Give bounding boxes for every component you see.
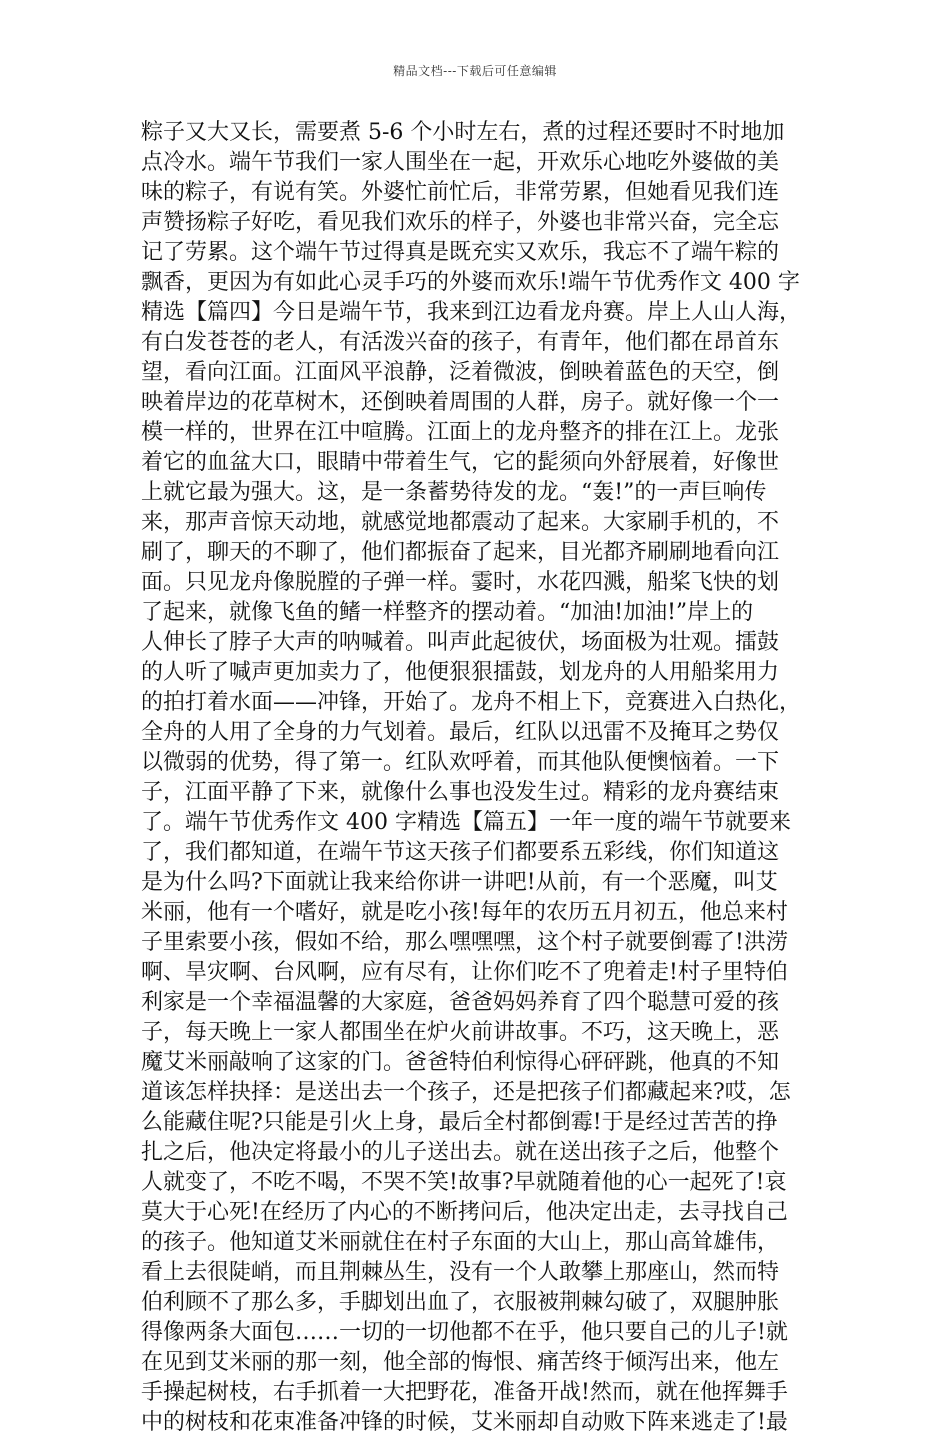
text-line: 记了劳累。这个端午节过得真是既充实又欢乐，我忘不了端午粽的 bbox=[141, 240, 780, 265]
text-line: 精选【篇四】今日是端午节，我来到江边看龙舟赛。岸上人山人海， bbox=[141, 300, 802, 325]
text-line: 子，江面平静了下来，就像什么事也没发生过。精彩的龙舟赛结束 bbox=[141, 780, 780, 805]
text-line: 啊、旱灾啊、台风啊，应有尽有，让你们吃不了兜着走!村子里特伯 bbox=[141, 960, 788, 985]
text-line: 上就它最为强大。这，是一条蓄势待发的龙。“轰!”的一声巨响传 bbox=[141, 480, 767, 505]
text-line: 子里索要小孩，假如不给，那么嘿嘿嘿，这个村子就要倒霉了!洪涝 bbox=[141, 930, 788, 955]
text-line: 利家是一个幸福温馨的大家庭，爸爸妈妈养育了四个聪慧可爱的孩 bbox=[141, 990, 780, 1015]
text-line: 全舟的人用了全身的力气划着。最后，红队以迅雷不及掩耳之势仅 bbox=[141, 720, 780, 745]
text-line: 是为什么吗?下面就让我来给你讲一讲吧!从前，有一个恶魔，叫艾 bbox=[141, 870, 778, 895]
text-line: 得像两条大面包……一切的一切他都不在乎，他只要自己的儿子!就 bbox=[141, 1320, 788, 1345]
text-line: 刷了，聊天的不聊了，他们都振奋了起来，目光都齐刷刷地看向江 bbox=[141, 540, 780, 565]
page-header: 精品文档---下载后可任意编辑 bbox=[393, 64, 557, 78]
text-line: 的孩子。他知道艾米丽就住在村子东面的大山上，那山高耸雄伟， bbox=[141, 1230, 780, 1255]
text-line: 人伸长了脖子大声的呐喊着。叫声此起彼伏，场面极为壮观。擂鼓 bbox=[141, 630, 780, 655]
text-line: 的拍打着水面——冲锋，开始了。龙舟不相上下，竞赛进入白热化， bbox=[141, 690, 802, 715]
text-line: 了。端午节优秀作文 400 字精选【篇五】一年一度的端午节就要来 bbox=[141, 810, 791, 835]
text-line: 么能藏住呢?只能是引火上身，最后全村都倒霉!于是经过苦苦的挣 bbox=[141, 1110, 778, 1135]
article-body bbox=[141, 118, 821, 1438]
text-line: 飘香，更因为有如此心灵手巧的外婆而欢乐!端午节优秀作文 400 字 bbox=[141, 270, 800, 295]
text-line: 点冷水。端午节我们一家人围坐在一起，开欢乐心地吃外婆做的美 bbox=[141, 150, 780, 175]
text-line: 面。只见龙舟像脱膛的子弹一样。霎时，水花四溅，船桨飞快的划 bbox=[141, 570, 780, 595]
text-line: 扎之后，他决定将最小的儿子送出去。就在送出孩子之后，他整个 bbox=[141, 1140, 780, 1165]
text-line: 莫大于心死!在经历了内心的不断拷问后，他决定出走，去寻找自己 bbox=[141, 1200, 788, 1225]
text-line: 模一样的，世界在江中喧腾。江面上的龙舟整齐的排在江上。龙张 bbox=[141, 420, 780, 445]
text-line: 粽子又大又长，需要煮 5-6 个小时左右，煮的过程还要时不时地加 bbox=[141, 120, 785, 145]
text-line: 有白发苍苍的老人，有活泼兴奋的孩子，有青年，他们都在昂首东 bbox=[141, 330, 780, 355]
text-line: 了，我们都知道，在端午节这天孩子们都要系五彩线，你们知道这 bbox=[141, 840, 780, 865]
text-line: 着它的血盆大口，眼睛中带着生气，它的髭须向外舒展着，好像世 bbox=[141, 450, 780, 475]
text-line: 映着岸边的花草树木，还倒映着周围的人群，房子。就好像一个一 bbox=[141, 390, 780, 415]
text-line: 伯利顾不了那么多，手脚划出血了，衣服被荆棘勾破了，双腿肿胀 bbox=[141, 1290, 780, 1315]
text-line: 在见到艾米丽的那一刻，他全部的悔恨、痛苦终于倾泻出来，他左 bbox=[141, 1350, 780, 1375]
text-line: 的人听了喊声更加卖力了，他便狠狠擂鼓，划龙舟的人用船桨用力 bbox=[141, 660, 780, 685]
text-line: 以微弱的优势，得了第一。红队欢呼着，而其他队便懊恼着。一下 bbox=[141, 750, 780, 775]
text-line: 米丽，他有一个嗜好，就是吃小孩!每年的农历五月初五，他总来村 bbox=[141, 900, 788, 925]
text-line: 道该怎样抉择：是送出去一个孩子，还是把孩子们都藏起来?哎，怎 bbox=[141, 1080, 791, 1105]
text-line: 望，看向江面。江面风平浪静，泛着微波，倒映着蓝色的天空，倒 bbox=[141, 360, 780, 385]
text-line: 了起来，就像飞鱼的鳍一样整齐的摆动着。“加油!加油!”岸上的 bbox=[141, 600, 754, 625]
text-line: 子，每天晚上一家人都围坐在炉火前讲故事。不巧，这天晚上，恶 bbox=[141, 1020, 780, 1045]
text-line: 手操起树枝，右手抓着一大把野花，准备开战!然而，就在他挥舞手 bbox=[141, 1380, 788, 1405]
text-line: 魔艾米丽敲响了这家的门。爸爸特伯利惊得心砰砰跳，他真的不知 bbox=[141, 1050, 780, 1075]
text-line: 中的树枝和花束准备冲锋的时候，艾米丽却自动败下阵来逃走了!最 bbox=[141, 1410, 788, 1435]
text-line: 看上去很陡峭，而且荆棘丛生，没有一个人敢攀上那座山，然而特 bbox=[141, 1260, 780, 1285]
text-line: 味的粽子，有说有笑。外婆忙前忙后，非常劳累，但她看见我们连 bbox=[141, 180, 780, 205]
text-line: 人就变了，不吃不喝，不哭不笑!故事?早就随着他的心一起死了!哀 bbox=[141, 1170, 787, 1195]
text-line: 来，那声音惊天动地，就感觉地都震动了起来。大家刷手机的，不 bbox=[141, 510, 780, 535]
text-line: 声赞扬粽子好吃，看见我们欢乐的样子，外婆也非常兴奋，完全忘 bbox=[141, 210, 780, 235]
